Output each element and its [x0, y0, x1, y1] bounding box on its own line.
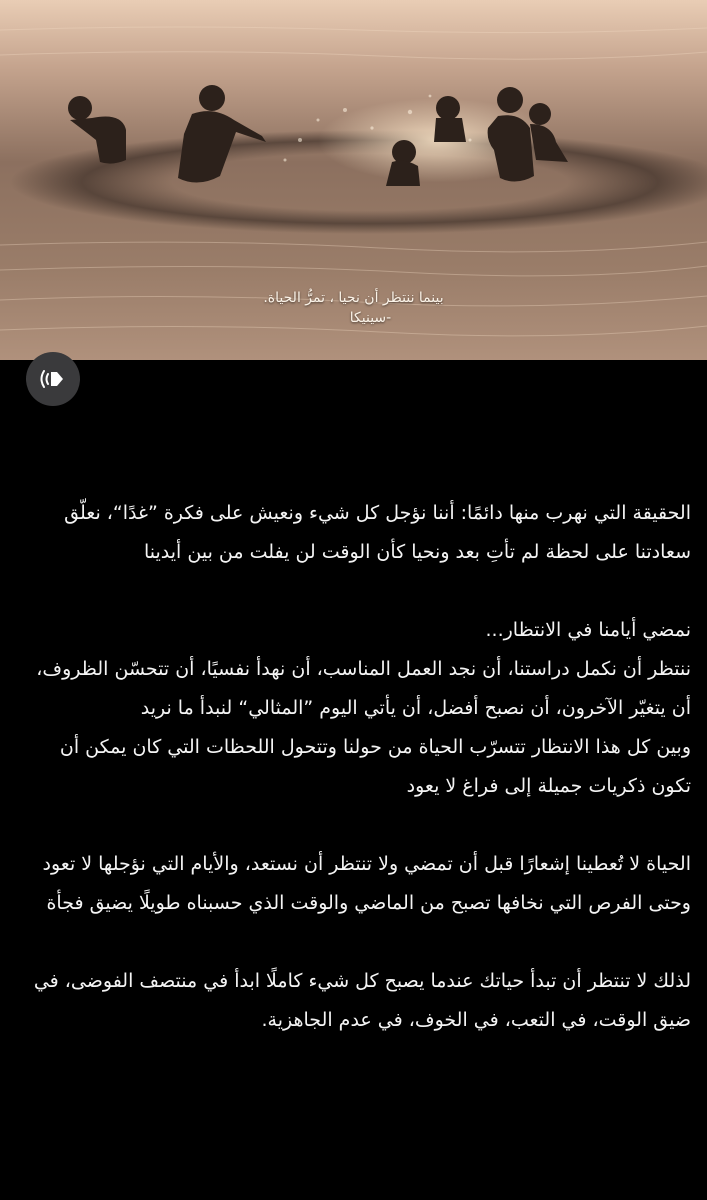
paragraph: وبين كل هذا الانتظار تتسرّب الحياة من حولنا وتتحول اللحظات التي كان يمكن أن تكون ذكريات جميلة إلى فراغ لا يعود: [59, 736, 691, 797]
quote-text: بينما ننتظر أن نحيا ، تمرُّ الحياة.: [263, 290, 444, 306]
speaker-wave-icon: [40, 368, 66, 390]
photo-quote-caption: [0, 288, 707, 328]
paragraph: ننتظر أن نكمل دراستنا، أن نجد العمل المناسب، أن نهدأ نفسيًا، أن تتحسّن الظروف، أن يتغيّر الآخرون، أن نصبح أفضل، أن يأتي اليوم ”المثالي“ لنبدأ ما نريد: [36, 658, 691, 719]
paragraph: لذلك لا تنتظر أن تبدأ حياتك عندما يصبح كل شيء كاملًا ابدأ في منتصف الفوضى، في ضيق الوقت، في التعب، في الخوف، في عدم الجاهزية.: [33, 970, 691, 1031]
paragraph: نمضي أيامنا في الانتظار...: [485, 619, 691, 641]
post-body: [22, 494, 691, 1040]
audio-toggle-button[interactable]: [26, 352, 80, 406]
quote-author: -سينيكا: [349, 310, 392, 326]
post-photo[interactable]: [0, 0, 707, 360]
paragraph: الحقيقة التي نهرب منها دائمًا: أننا نؤجل كل شيء ونعيش على فكرة ”غدًا“، نعلّق سعادتنا على لحظة لم تأتِ بعد ونحيا كأن الوقت لن يفلت من بين أيدينا: [64, 502, 691, 563]
paragraph: الحياة لا تُعطينا إشعارًا قبل أن تمضي ولا تنتظر أن نستعد، والأيام التي نؤجلها لا تعود وحتى الفرص التي نخافها تصبح من الماضي والوقت الذي حسبناه طويلًا يضيق فجأة: [42, 853, 691, 914]
